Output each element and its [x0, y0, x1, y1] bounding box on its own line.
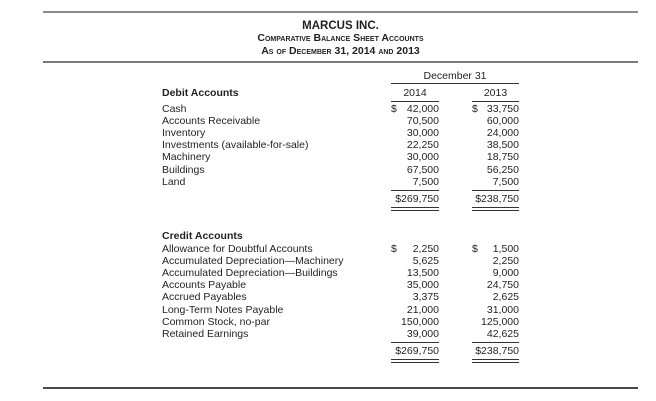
table-row — [162, 255, 522, 268]
account-label: Allowance for Doubtful Accounts — [162, 243, 313, 255]
table-row — [162, 316, 522, 329]
total-2013: $238,750 — [475, 192, 519, 205]
account-label: Land — [162, 175, 186, 188]
account-label: Retained Earnings — [162, 327, 249, 340]
account-label: Accumulated Depreciation—Buildings — [162, 267, 338, 280]
amount-2014: 150,000 — [401, 315, 439, 328]
amount-2013: 38,500 — [486, 139, 519, 152]
amount-2014: 21,000 — [406, 303, 439, 316]
amount-2014: 39,000 — [406, 327, 439, 340]
amount-2013: 31,000 — [486, 303, 519, 316]
credit-accounts-heading: Credit Accounts — [162, 230, 243, 242]
account-label: Cash — [162, 103, 187, 115]
company-name: MARCUS INC. — [302, 20, 379, 32]
amount-2014: 7,500 — [412, 175, 439, 188]
account-label: Investments (available-for-sale) — [162, 139, 309, 152]
year-header-2014: 2014 — [403, 87, 427, 99]
account-label: Buildings — [162, 163, 205, 176]
table-row — [162, 328, 522, 341]
table-row — [162, 291, 522, 304]
amount-2014: 42,000 — [406, 103, 439, 115]
column-group-header: December 31 — [423, 70, 487, 82]
amount-2013: 42,625 — [486, 327, 519, 340]
currency-symbol: $ — [391, 243, 397, 255]
currency-symbol: $ — [472, 103, 478, 115]
account-label: Long-Term Notes Payable — [162, 303, 284, 316]
bottom-rule — [43, 387, 638, 389]
account-label: Inventory — [162, 127, 206, 140]
subtotal-rule — [391, 342, 439, 343]
table-row — [162, 115, 522, 128]
amount-2013: 1,500 — [492, 243, 519, 255]
table-row — [162, 279, 522, 292]
total-row — [162, 345, 522, 358]
amount-2014: 5,625 — [412, 255, 439, 268]
amount-2013: 24,750 — [486, 279, 519, 292]
subtotal-rule — [391, 190, 439, 191]
subtotal-rule — [472, 342, 519, 343]
account-label: Accounts Receivable — [162, 115, 261, 128]
total-2014: $269,750 — [395, 192, 439, 205]
table-row — [162, 304, 522, 317]
statement-title: Comparative Balance Sheet Accounts — [257, 32, 424, 44]
amount-2013: 56,250 — [486, 163, 519, 176]
table-row — [162, 176, 522, 189]
amount-2014: 22,250 — [406, 139, 439, 152]
table-row — [162, 139, 522, 152]
amount-2013: 60,000 — [486, 115, 519, 128]
amount-2014: 3,375 — [412, 291, 439, 304]
currency-symbol: $ — [391, 103, 397, 115]
amount-2013: 33,750 — [486, 103, 519, 115]
debit-accounts-heading: Debit Accounts — [162, 87, 239, 99]
total-double-rule — [472, 359, 519, 363]
account-label: Accumulated Depreciation—Machinery — [162, 255, 344, 268]
year-rule-2014 — [391, 101, 439, 102]
subtotal-rule — [472, 190, 519, 191]
total-double-rule — [391, 359, 439, 363]
amount-2013: 7,500 — [492, 175, 519, 188]
amount-2014: 13,500 — [406, 267, 439, 280]
table-row — [162, 151, 522, 164]
statement-date: As of December 31, 2014 and 2013 — [261, 45, 420, 57]
year-header-2013: 2013 — [483, 87, 508, 99]
amount-2013: 2,625 — [492, 291, 519, 304]
amount-2014: 67,500 — [406, 163, 439, 176]
account-label: Accounts Payable — [162, 279, 247, 292]
account-label: Common Stock, no-par — [162, 315, 270, 328]
table-row — [162, 127, 522, 140]
total-row — [162, 193, 522, 206]
table-row — [162, 103, 522, 116]
currency-symbol: $ — [472, 243, 478, 255]
amount-2013: 24,000 — [486, 127, 519, 140]
amount-2014: 70,500 — [406, 115, 439, 128]
amount-2014: 30,000 — [406, 127, 439, 140]
amount-2014: 35,000 — [406, 279, 439, 292]
amount-2014: 30,000 — [406, 151, 439, 164]
total-2013: $238,750 — [475, 344, 519, 357]
amount-2013: 2,250 — [492, 255, 519, 268]
amount-2013: 9,000 — [492, 267, 519, 280]
amount-2013: 18,750 — [486, 151, 519, 164]
header-rule — [43, 61, 638, 63]
amount-2014: 2,250 — [412, 243, 439, 255]
table-row — [162, 267, 522, 280]
top-rule — [43, 11, 638, 13]
column-group-rule — [391, 83, 519, 84]
table-row — [162, 243, 522, 256]
table-row — [162, 164, 522, 177]
year-rule-2013 — [472, 101, 519, 102]
total-2014: $269,750 — [395, 344, 439, 357]
amount-2013: 125,000 — [481, 315, 519, 328]
account-label: Accrued Payables — [162, 291, 247, 304]
total-double-rule — [472, 207, 519, 211]
account-label: Machinery — [162, 151, 211, 164]
total-double-rule — [391, 207, 439, 211]
